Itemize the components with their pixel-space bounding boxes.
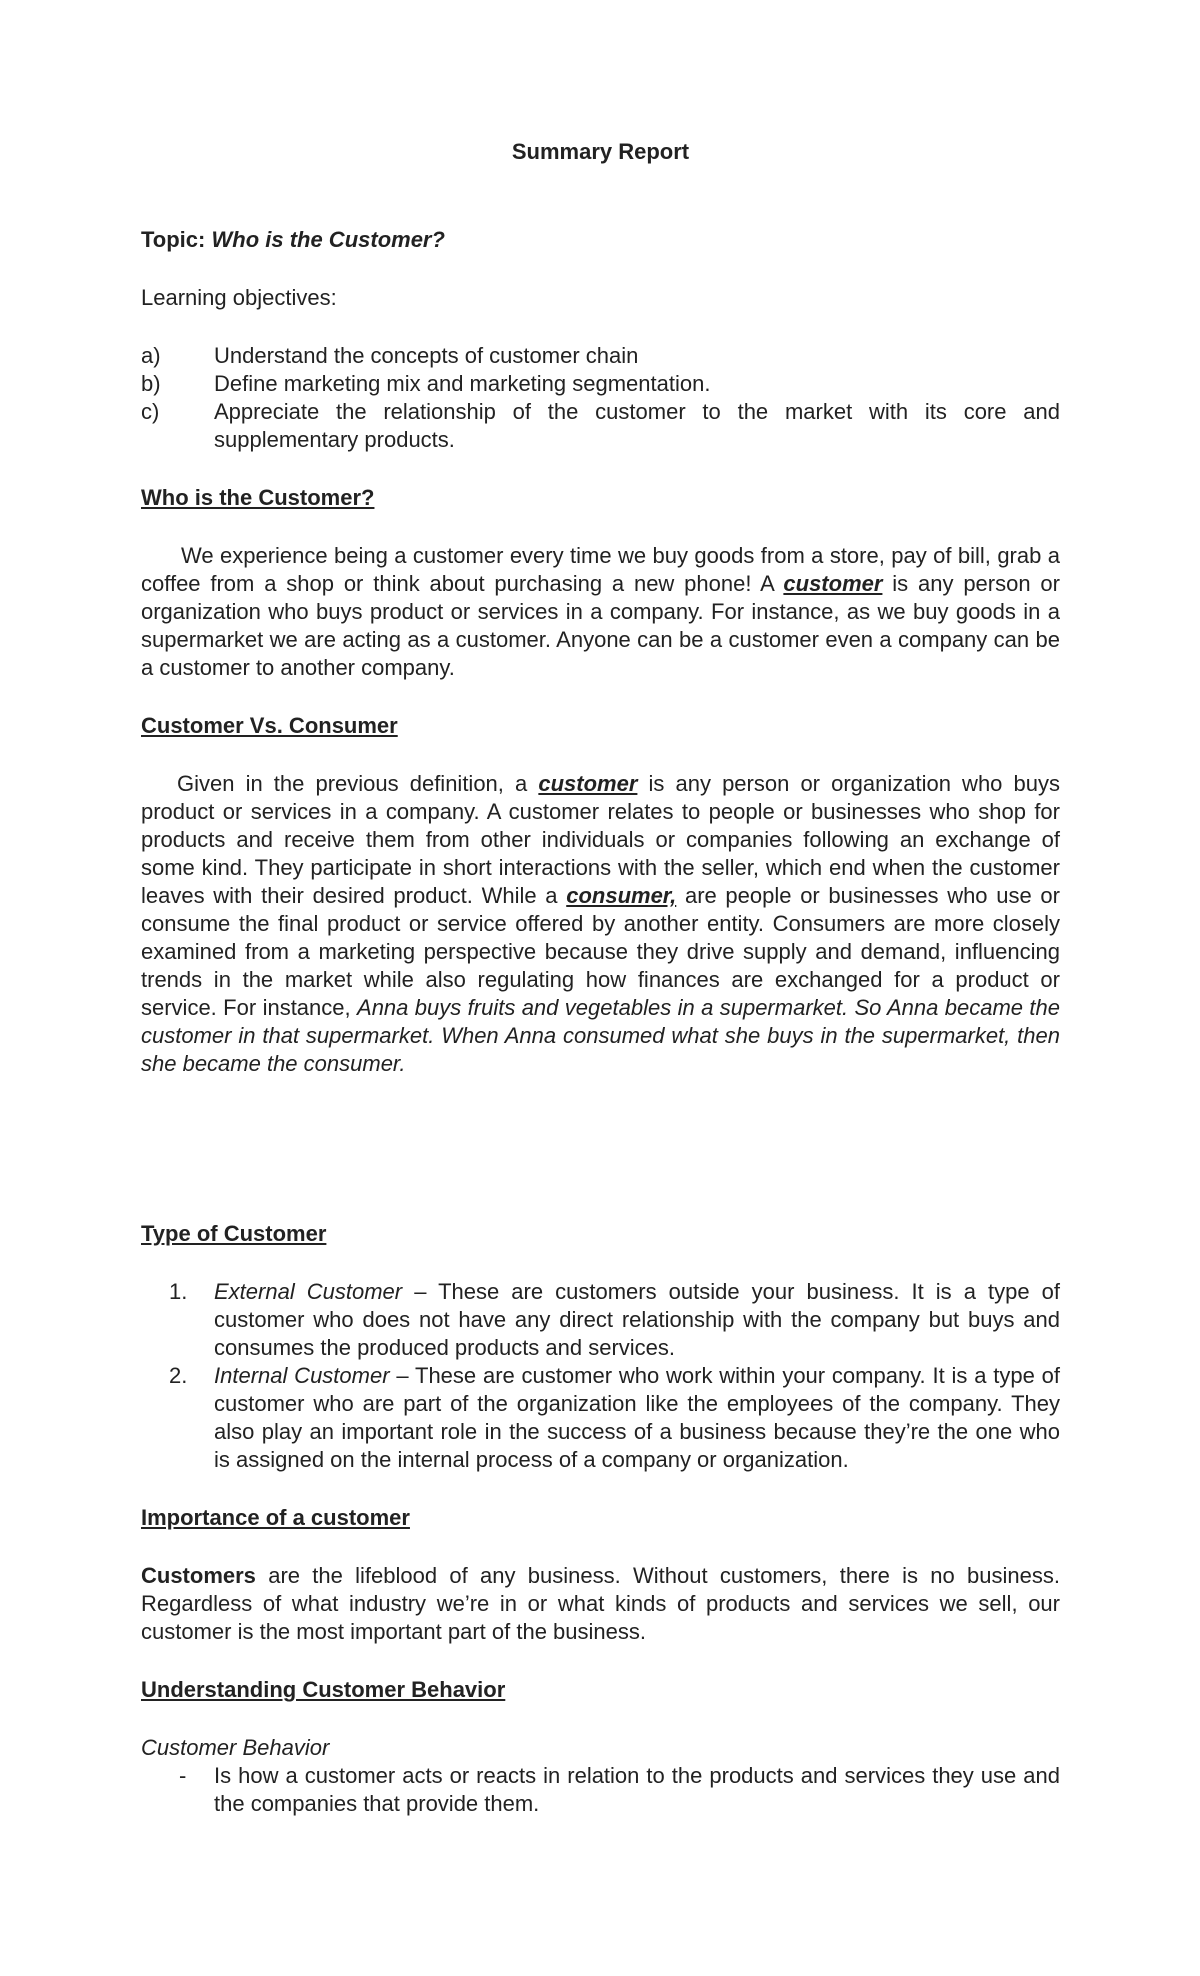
list-marker: - bbox=[179, 1763, 187, 1788]
section-heading-importance: Importance of a customer bbox=[141, 1505, 410, 1530]
objectives-list bbox=[141, 342, 1060, 454]
vs-paragraph bbox=[141, 770, 1060, 1078]
section-heading-vs: Customer Vs. Consumer bbox=[141, 713, 398, 738]
section-heading-who: Who is the Customer? bbox=[141, 485, 375, 510]
objectives-label: Learning objectives: bbox=[141, 285, 337, 310]
list-item-text: Appreciate the relationship of the customer to the market with its core and supplementary products. bbox=[214, 399, 1060, 452]
paragraph-text: We experience being a customer every time we buy goods from a store, pay of bill, grab a coffee from a shop or think about purchasing a new phone! A bbox=[141, 543, 1060, 596]
keyword-consumer: consumer, bbox=[566, 883, 677, 908]
list-item-text: Is how a customer acts or reacts in relation to the products and services they use and the companies that provide them. bbox=[214, 1763, 1060, 1816]
paragraph-text: is any person or organization who buys product or services in a company. A customer relates to people or businesses who shop for products and receive them from other individuals or companies following an exchange of some kind. They participate in short interactions with the seller, which end when the customer leaves with their desired product. While a bbox=[141, 771, 1060, 908]
page-title: Summary Report bbox=[511, 139, 690, 164]
paragraph-text: Given in the previous definition, a bbox=[177, 771, 528, 796]
list-item-text bbox=[214, 1362, 1060, 1474]
list-item-text bbox=[214, 1278, 1060, 1362]
who-paragraph bbox=[141, 542, 1060, 682]
example-text: Anna buys fruits and vegetables in a supermarket. So Anna became the customer in that supermarket. When Anna consumed what she buys in the supermarket, then she became the consumer. bbox=[141, 995, 1060, 1076]
spacer bbox=[141, 1078, 1060, 1190]
list-marker bbox=[141, 1278, 214, 1362]
topic-line bbox=[141, 226, 1060, 254]
lead-word: Customers bbox=[141, 1563, 256, 1588]
type-term: Internal Customer bbox=[214, 1363, 390, 1388]
list-item-text: Understand the concepts of customer chain bbox=[214, 343, 639, 368]
types-list bbox=[141, 1278, 1060, 1474]
list-item bbox=[141, 370, 1060, 398]
topic-value: Who is the Customer? bbox=[211, 227, 445, 252]
list-item bbox=[141, 342, 1060, 370]
list-marker-text: 1. bbox=[169, 1279, 188, 1304]
list-marker: b) bbox=[141, 371, 161, 396]
list-item bbox=[141, 398, 1060, 454]
section-heading-types: Type of Customer bbox=[141, 1221, 327, 1246]
list-item bbox=[141, 1762, 1060, 1818]
keyword-customer: customer bbox=[538, 771, 638, 796]
behavior-subheading: Customer Behavior bbox=[141, 1735, 330, 1760]
list-item-text: Define marketing mix and marketing segmentation. bbox=[214, 371, 711, 396]
list-marker: c) bbox=[141, 399, 160, 424]
list-marker: a) bbox=[141, 343, 161, 368]
paragraph-text: are the lifeblood of any business. Without customers, there is no business. Regardless of what industry we’re in or what kinds of products and services we sell, our customer is the most important part of the business. bbox=[141, 1563, 1060, 1644]
list-marker-text: 2. bbox=[169, 1363, 188, 1388]
paragraph-text: is any person or organization who buys product or services in a company. For instance, as we buy goods in a supermarket we are acting as a customer. Anyone can be a customer even a company can be a customer to another company. bbox=[141, 571, 1060, 680]
list-marker bbox=[141, 1362, 214, 1474]
type-term: External Customer bbox=[214, 1279, 403, 1304]
section-heading-behavior: Understanding Customer Behavior bbox=[141, 1677, 506, 1702]
type-description: – These are customers outside your business. It is a type of customer who does not have any direct relationship with the company but buys and consumes the produced products and services. bbox=[214, 1279, 1060, 1360]
type-description: – These are customer who work within your company. It is a type of customer who are part of the organization like the employees of the company. They also play an important role in the success of a business because they’re the one who is assigned on the internal process of a company or organization. bbox=[214, 1363, 1060, 1472]
keyword-customer: customer bbox=[783, 571, 883, 596]
topic-label: Topic: bbox=[141, 227, 206, 252]
list-item bbox=[141, 1362, 1060, 1474]
list-item bbox=[141, 1278, 1060, 1362]
importance-paragraph bbox=[141, 1562, 1060, 1646]
behavior-list bbox=[141, 1762, 1060, 1818]
paragraph-text: are people or businesses who use or consume the final product or service offered by another entity. Consumers are more closely examined from a marketing perspective because they drive supply and demand, influencing trends in the market while also regulating how finances are exchanged for a product or service. For instance, bbox=[141, 883, 1060, 1020]
